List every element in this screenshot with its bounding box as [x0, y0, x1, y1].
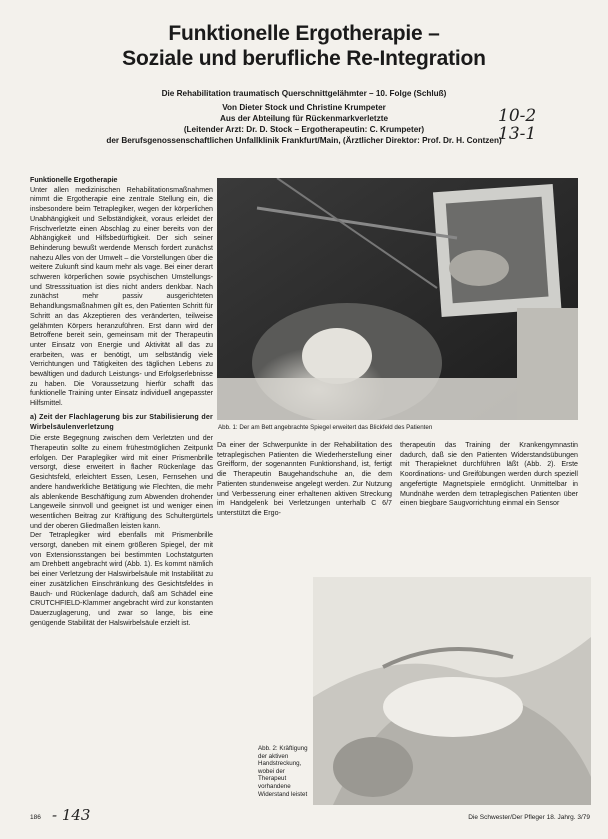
article-authors: Von Dieter Stock und Christine Krumpeter: [222, 103, 386, 112]
handwritten-mark-bottom: 13-1: [498, 124, 537, 144]
article-institution: der Berufsgenossenschaftlichen Unfallklinik Frankfurt/Main, (Ärztlicher Direktor: Prof. Dr. H. Contzen): [106, 136, 502, 145]
figure-1-caption: Abb. 1: Der am Bett angebrachte Spiegel erweitert das Blickfeld des Patienten: [218, 424, 433, 431]
paragraph: therapeutin das Training der Krankengymnastin dadurch, daß sie den Patienten Widerstandsübungen mit Therapieknet durchführen läßt (Abb. 2). Erste Koordinations- und Greifübungen werden durch speziell angefertigte Magnetspiele ermöglicht. Unmittelbar in Mundnähe werden dem tetraplegischen Patienten über einen biegbare Saugvorrichtung einmal ein Sensor: [400, 441, 578, 508]
article-department: Aus der Abteilung für Rückenmarkverletzte: [219, 114, 389, 123]
handwritten-mark-top: 10-2: [498, 106, 537, 126]
journal-reference: Die Schwester/Der Pfleger 18. Jahrg. 3/79: [468, 814, 590, 821]
middle-column: [217, 441, 392, 561]
hand-exercise-photo: [313, 577, 591, 805]
paragraph: Unter allen medizinischen Rehabilitationsmaßnahmen nimmt die Ergotherapie eine zentrale Stellung ein, die insbesondere beim Tetraplegiker, wegen der körperlichen Unabhängigkeit und Selbständigkeit, voraus erleidet der Frischverletzte einen Abschlag zu einer bereits von der Abhängigkeit und Hilfsbedürftigkeit. Der sich seiner Behinderung bewußt werdende Mensch fordert zunächst nahezu Alles von der Umwelt – die Vorstellungen über die weitere Zukunft sind kaum mehr als vage. Bei einer derart schweren körperlichen sowie psychischen Umstellungs- und Stresssituation ist dies nicht anders denkbar. Nach zunächst mehr passiv ausgerichteten Behandlungsmaßnahmen gilt es, den Patienten Schritt für Schritt an das Akzeptieren des veränderten, teilweise gelähmten Körpers heranzuführen. Erst dann wird der Betroffene bereit sein, gemeinsam mit der Therapeutin unter Einsatz von Energie und Aktivität all das zu erarbeiten, was er benötigt, um selbständig viele Verrichtungen und Tätigkeiten des täglichen Lebens zu bewältigen und dadurch Leistungs- und Erfolgserlebnisse zu haben. Die Voraussetzung hierfür schafft das funktionelle Training unter Einsatz individuell angepasster Hilfsmittel.: [30, 185, 213, 408]
section-heading-a: a) Zeit der Flachlagerung bis zur Stabilisierung der Wirbelsäulenverletzung: [30, 412, 213, 431]
handwritten-page-mark: - 143: [52, 806, 91, 824]
patient-mirror-photo: [217, 178, 578, 420]
paragraph: Die erste Begegnung zwischen dem Verletzten und der Therapeutin sollte zu einem frühestmöglichen Zeitpunkt erfolgen. Der Paraplegiker wird mit einer Prismenbrille versorgt, diese erweitert in flacher Rückenlage das Gesichtsfeld, erleichtert Essen, Lesen, Fernsehen und andere handwerkliche Betätigung wie Flechten, die mehr als ablenkende Beschäftigung zum Abwenden drohender Langeweile sinnvoll und geeignet ist und weniger einen wesentlichen Beitrag zur Kräftigung des Schultergürtels und der oberen Gliedmaßen leisten kann.: [30, 434, 213, 530]
paragraph: Da einer der Schwerpunkte in der Rehabilitation des tetraplegischen Patienten die Wiederherstellung einer Greifform, der sogenannten Funktionshand, ist, fertigt die Therapeutin Baugehandschuhe an, die dem Patienten stundenweise angelegt werden. Zur Nutzung und Verbesserung einer erhaltenen aktiven Streckung im Handgelenk bei Verletzungen unterhalb C 6/7 unterstützt die Ergo-: [217, 441, 392, 517]
left-column: [30, 176, 213, 798]
figure-2-photo: [313, 577, 591, 805]
right-column: [400, 441, 578, 561]
article-title-line1: Funktionelle Ergotherapie –: [168, 22, 440, 45]
page-number: 186: [30, 814, 41, 821]
section-heading: Funktionelle Ergotherapie: [30, 176, 118, 184]
article-subtitle: Die Rehabilitation traumatisch Querschnittgelähmter – 10. Folge (Schluß): [161, 89, 447, 98]
figure-1-photo: [217, 178, 578, 420]
figure-2-caption: Abb. 2: Kräftigung der aktiven Handstreckung, wobei der Therapeut vorhandene Widerstand leistet: [258, 745, 308, 798]
article-title-line2: Soziale und berufliche Re-Integration: [122, 47, 486, 70]
paragraph: Der Tetraplegiker wird ebenfalls mit Prismenbrille versorgt, daneben mit einem größeren Spiegel, der mit von Extensionsstangen bei bestimmten Lochstatgurten am Drehbett angebracht wird (Abb. 1). Es kommt nämlich bei einer Verletzung der Halswirbelsäule mit Instabilität zu einer zusätzlichen Einschränkung des Gesichtsfeldes in Bauch- und Rückenlage dadurch, daß am Schädel eine CRUTCHFIELD-Klammer angebracht wird zur konstanten Dauerzuglagerung, und zwar so lange, bis eine genügende Stabilität der Halswirbelsäule erzielt ist.: [30, 531, 213, 627]
article-directors: (Leitender Arzt: Dr. D. Stock – Ergotherapeutin: C. Krumpeter): [183, 125, 425, 134]
